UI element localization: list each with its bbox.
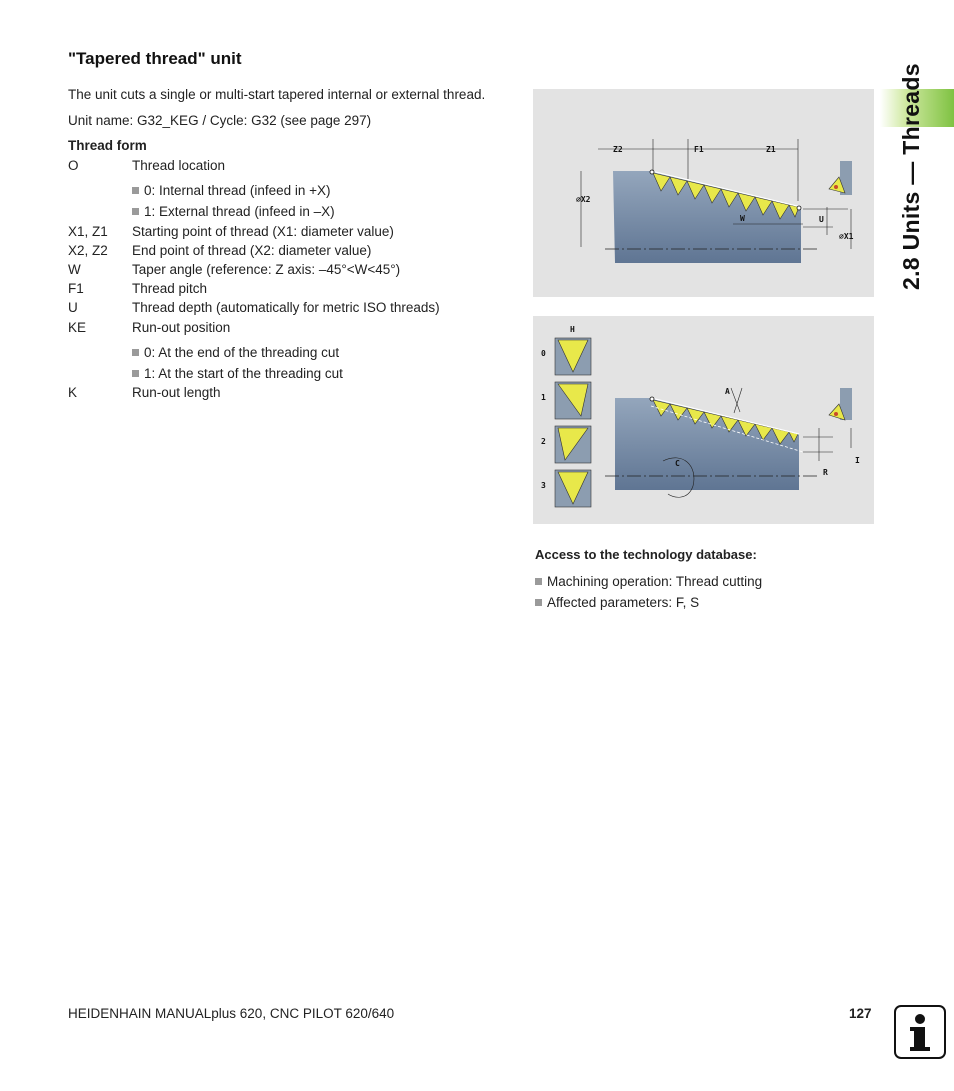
figure-thread-profiles bbox=[533, 316, 874, 524]
label-h: H bbox=[570, 325, 575, 334]
page-title: "Tapered thread" unit bbox=[68, 49, 242, 68]
option-text: 0: Internal thread (infeed in +X) bbox=[144, 183, 331, 198]
svg-text:1: 1 bbox=[541, 393, 546, 402]
label-f1: F1 bbox=[694, 145, 704, 154]
chapter-title: 2.8 Units — Threads bbox=[898, 63, 924, 290]
param-code: KE bbox=[68, 320, 87, 335]
bullet-square-icon bbox=[535, 578, 542, 585]
label-u: U bbox=[819, 215, 824, 224]
cutting-tool bbox=[829, 161, 852, 195]
profile-diagram bbox=[533, 316, 874, 524]
svg-text:0: 0 bbox=[541, 349, 546, 358]
list-item bbox=[535, 595, 699, 610]
param-desc: Run-out position bbox=[132, 320, 231, 335]
param-desc: Starting point of thread (X1: diameter value) bbox=[132, 224, 394, 239]
param-code: X1, Z1 bbox=[68, 224, 108, 239]
param-desc: Thread depth (automatically for metric ISO threads) bbox=[132, 300, 440, 315]
svg-text:2: 2 bbox=[541, 437, 546, 446]
list-item bbox=[132, 366, 343, 381]
bullet-square-icon bbox=[132, 349, 139, 356]
profile-2 bbox=[541, 426, 591, 463]
label-z2: Z2 bbox=[613, 145, 623, 154]
label-i: I bbox=[855, 456, 860, 465]
param-desc: End point of thread (X2: diameter value) bbox=[132, 243, 372, 258]
svg-text:3: 3 bbox=[541, 481, 546, 490]
param-code: W bbox=[68, 262, 81, 277]
label-w: W bbox=[740, 214, 745, 223]
bullet-square-icon bbox=[132, 208, 139, 215]
access-item-text: Affected parameters: F, S bbox=[547, 595, 700, 610]
label-c: C bbox=[675, 459, 680, 468]
param-desc: Thread location bbox=[132, 158, 226, 173]
bullet-square-icon bbox=[132, 370, 139, 377]
thread-diagram bbox=[533, 89, 874, 297]
param-code: F1 bbox=[68, 281, 84, 296]
param-code: X2, Z2 bbox=[68, 243, 108, 258]
footer-text: HEIDENHAIN MANUALplus 620, CNC PILOT 620/640 bbox=[68, 1006, 395, 1021]
intro-text: The unit cuts a single or multi-start tapered internal or external thread. bbox=[68, 87, 486, 102]
list-item bbox=[535, 574, 762, 589]
param-desc: Taper angle (reference: Z axis: –45°<W<45°) bbox=[132, 262, 401, 277]
info-icon bbox=[894, 1005, 946, 1059]
param-code: O bbox=[68, 158, 79, 173]
list-item bbox=[132, 345, 339, 360]
list-item bbox=[132, 183, 331, 198]
profile-0 bbox=[541, 338, 591, 375]
label-x1: ⌀X1 bbox=[839, 232, 854, 241]
option-text: 0: At the end of the threading cut bbox=[144, 345, 340, 360]
list-item bbox=[132, 204, 335, 219]
access-heading: Access to the technology database: bbox=[535, 547, 757, 562]
access-item-text: Machining operation: Thread cutting bbox=[547, 574, 763, 589]
page-number: 127 bbox=[849, 1006, 872, 1021]
bullet-square-icon bbox=[132, 187, 139, 194]
option-text: 1: External thread (infeed in –X) bbox=[144, 204, 335, 219]
option-text: 1: At the start of the threading cut bbox=[144, 366, 343, 381]
figure-tapered-thread bbox=[533, 89, 874, 297]
unit-name-text: Unit name: G32_KEG / Cycle: G32 (see page 297) bbox=[68, 113, 372, 128]
param-desc: Thread pitch bbox=[132, 281, 208, 296]
label-r: R bbox=[823, 468, 828, 477]
section-heading: Thread form bbox=[68, 138, 147, 153]
cutting-tool bbox=[829, 388, 852, 420]
label-a: A bbox=[725, 387, 730, 396]
label-x2: ⌀X2 bbox=[576, 195, 591, 204]
profile-1 bbox=[541, 382, 591, 419]
param-code: U bbox=[68, 300, 78, 315]
param-desc: Run-out length bbox=[132, 385, 221, 400]
bullet-square-icon bbox=[535, 599, 542, 606]
profile-3 bbox=[541, 470, 591, 507]
param-code: K bbox=[68, 385, 78, 400]
label-z1: Z1 bbox=[766, 145, 776, 154]
